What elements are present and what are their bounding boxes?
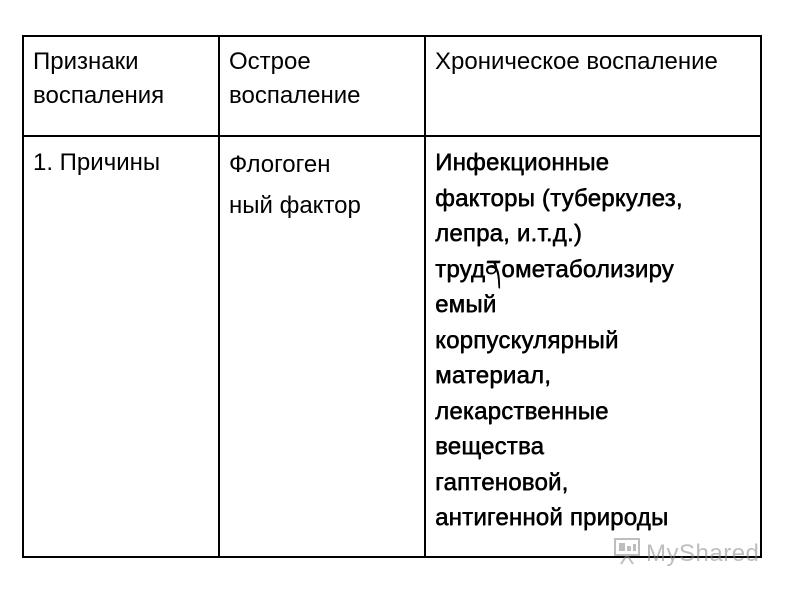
presentation-board-icon [612, 536, 642, 571]
cell-acute [219, 136, 425, 557]
cell-sign: 1. Причины [23, 136, 219, 557]
header-signs: Признаки воспаления [23, 36, 219, 136]
acute-cause-line-1: Флогоген [229, 151, 331, 178]
header-acute: Острое воспаление [219, 36, 425, 136]
watermark [612, 536, 759, 571]
table-row [23, 136, 761, 557]
header-chronic: Хроническое воспаление [425, 36, 761, 136]
cell-chronic [425, 136, 761, 557]
chronic-cause-text: Инфекционные факторы (туберкулез, лепра, и.т.д.) трудནометаболизиру емый корпускулярный материал, лекарственные вещества гаптеновой, антигенной природы [435, 149, 683, 532]
watermark-text: MyShared [646, 539, 760, 567]
table-header-row [23, 36, 761, 136]
inflammation-comparison-table [22, 35, 762, 558]
acute-cause-line-2: ный фактор [229, 191, 361, 219]
